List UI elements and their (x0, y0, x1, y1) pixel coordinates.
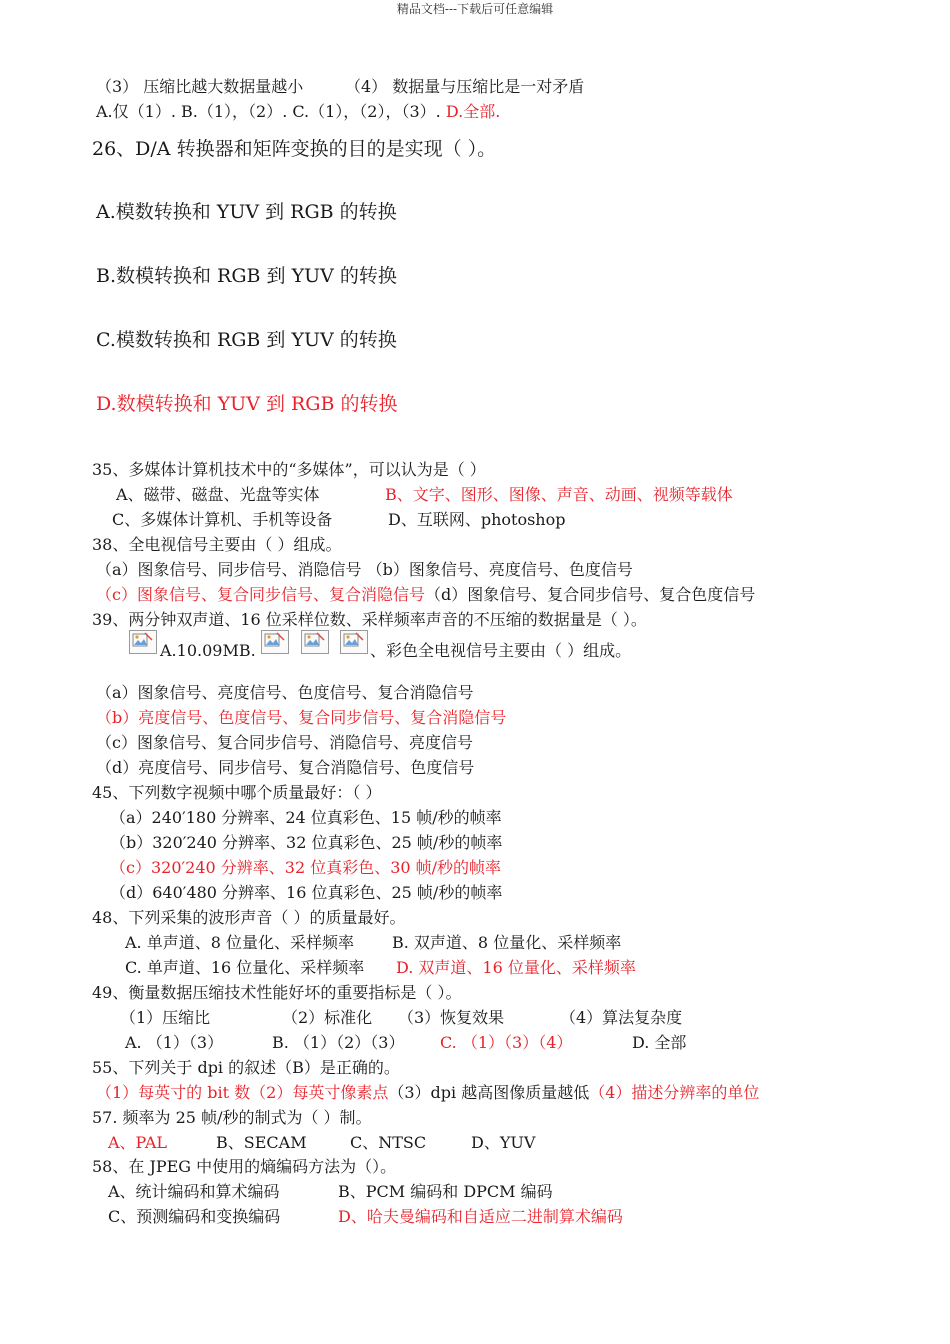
q58-option-c: C、预测编码和变换编码 (108, 1207, 281, 1226)
q45-option-a: （a）240′180 分辨率、24 位真彩色、15 帧/秒的帧率 (110, 808, 502, 827)
signal-option-c: （c）图象信号、复合同步信号、消隐信号、亮度信号 (96, 733, 473, 752)
question-57: 57. 频率为 25 帧/秒的制式为（ ）制。 (92, 1108, 372, 1127)
q57-option-c: C、NTSC (350, 1133, 427, 1152)
q38-option-cd (96, 585, 755, 605)
q55-option-1-2: （1）每英寸的 bit 数（2）每英寸像素点 (96, 1083, 389, 1102)
q38-option-ab: （a）图象信号、同步信号、消隐信号 （b）图象信号、亮度信号、色度信号 (96, 560, 633, 579)
q49-item-3: （3）恢复效果 (398, 1008, 505, 1027)
q48-option-d: D. 双声道、16 位量化、采样频率 (396, 958, 636, 977)
question-39: 39、两分钟双声道、16 位采样位数、采样频率声音的不压缩的数据量是（ ）。 (92, 610, 647, 629)
page-header: 精品文档---下载后可任意编辑 (396, 2, 554, 16)
q35-option-b: B、文字、图形、图像、声音、动画、视频等载体 (385, 485, 733, 504)
question-45: 45、下列数字视频中哪个质量最好：（ ） (92, 783, 382, 802)
q49-option-a: A. （1）（3） (125, 1033, 224, 1052)
broken-image-icon (301, 630, 329, 654)
q45-option-b: （b）320′240 分辨率、32 位真彩色、25 帧/秒的帧率 (110, 833, 503, 852)
q49-option-d: D. 全部 (632, 1033, 687, 1052)
q57-option-b: B、SECAM (216, 1133, 307, 1152)
question-49: 49、衡量数据压缩技术性能好坏的重要指标是（ ）。 (92, 983, 462, 1002)
correct-answer: D.全部. (445, 102, 501, 121)
broken-image-icon (340, 630, 368, 654)
q39-option-a: A.10.09MB. (160, 641, 256, 660)
signal-option-a: （a）图象信号、亮度信号、色度信号、复合消隐信号 (96, 683, 474, 702)
q48-option-c: C. 单声道、16 位量化、采样频率 (125, 958, 365, 977)
q55-option-4: （4）描述分辨率的单位 (589, 1083, 760, 1102)
line-option-3: （3） 压缩比越大数据量越小 (96, 77, 304, 96)
q57-option-d: D、YUV (471, 1133, 536, 1152)
q26-option-d: D.数模转换和 YUV 到 RGB 的转换 (96, 393, 398, 415)
broken-image-icon (261, 630, 289, 654)
q55-options (96, 1083, 759, 1103)
q35-option-d: D、互联网、photoshop (388, 510, 566, 529)
q49-option-b: B. （1）（2）（3） (272, 1033, 405, 1052)
q57-option-a: A、PAL (108, 1133, 168, 1152)
answer-line (96, 102, 500, 122)
q45-option-c: （c）320′240 分辨率、32 位真彩色、30 帧/秒的帧率 (110, 858, 502, 877)
q58-option-d: D、哈夫曼编码和自适应二进制算术编码 (338, 1207, 623, 1226)
question-48: 48、下列采集的波形声音（ ）的质量最好。 (92, 908, 406, 927)
q48-option-b: B. 双声道、8 位量化、采样频率 (392, 933, 622, 952)
question-35: 35、多媒体计算机技术中的“多媒体”，可以认为是（ ） (92, 460, 486, 479)
question-58: 58、在 JPEG 中使用的熵编码方法为（）。 (92, 1157, 397, 1176)
q26-option-c: C.模数转换和 RGB 到 YUV 的转换 (96, 329, 397, 351)
q58-option-a: A、统计编码和算术编码 (108, 1182, 280, 1201)
q45-option-d: （d）640′480 分辨率、16 位真彩色、25 帧/秒的帧率 (110, 883, 503, 902)
q38-option-c: （c）图象信号、复合同步信号、复合消隐信号 (96, 585, 425, 604)
q49-item-2: （2）标准化 (282, 1008, 373, 1027)
line-option-4: （4） 数据量与压缩比是一对矛盾 (345, 77, 585, 96)
question-38: 38、全电视信号主要由（ ）组成。 (92, 535, 342, 554)
q49-option-c: C. （1）（3）（4） (440, 1033, 573, 1052)
answer-choices: A.仅（1）. B.（1），（2）. C.（1），（2），（3）. (96, 102, 441, 121)
question-26: 26、D/A 转换器和矩阵变换的目的是实现（ ）。 (92, 138, 497, 160)
q26-option-b: B.数模转换和 RGB 到 YUV 的转换 (96, 265, 397, 287)
q55-option-3: （3）dpi 越高图像质量越低 (388, 1083, 590, 1102)
q49-item-4: （4）算法复杂度 (560, 1008, 683, 1027)
q35-option-c: C、多媒体计算机、手机等设备 (112, 510, 333, 529)
q58-option-b: B、PCM 编码和 DPCM 编码 (338, 1182, 553, 1201)
q26-option-a: A.模数转换和 YUV 到 RGB 的转换 (96, 201, 397, 223)
signal-option-d: （d）亮度信号、同步信号、复合消隐信号、色度信号 (96, 758, 475, 777)
signal-option-b: （b）亮度信号、色度信号、复合同步信号、复合消隐信号 (96, 708, 507, 727)
question-55: 55、下列关于 dpi 的叙述（B）是正确的。 (92, 1058, 400, 1077)
q48-option-a: A. 单声道、8 位量化、采样频率 (125, 933, 354, 952)
broken-image-icon (129, 630, 157, 654)
q49-item-1: （1）压缩比 (120, 1008, 211, 1027)
q39-tail-question: 、彩色全电视信号主要由（ ）组成。 (370, 641, 632, 660)
q35-option-a: A、磁带、磁盘、光盘等实体 (116, 485, 320, 504)
q38-option-d: （d）图象信号、复合同步信号、复合色度信号 (424, 585, 756, 604)
